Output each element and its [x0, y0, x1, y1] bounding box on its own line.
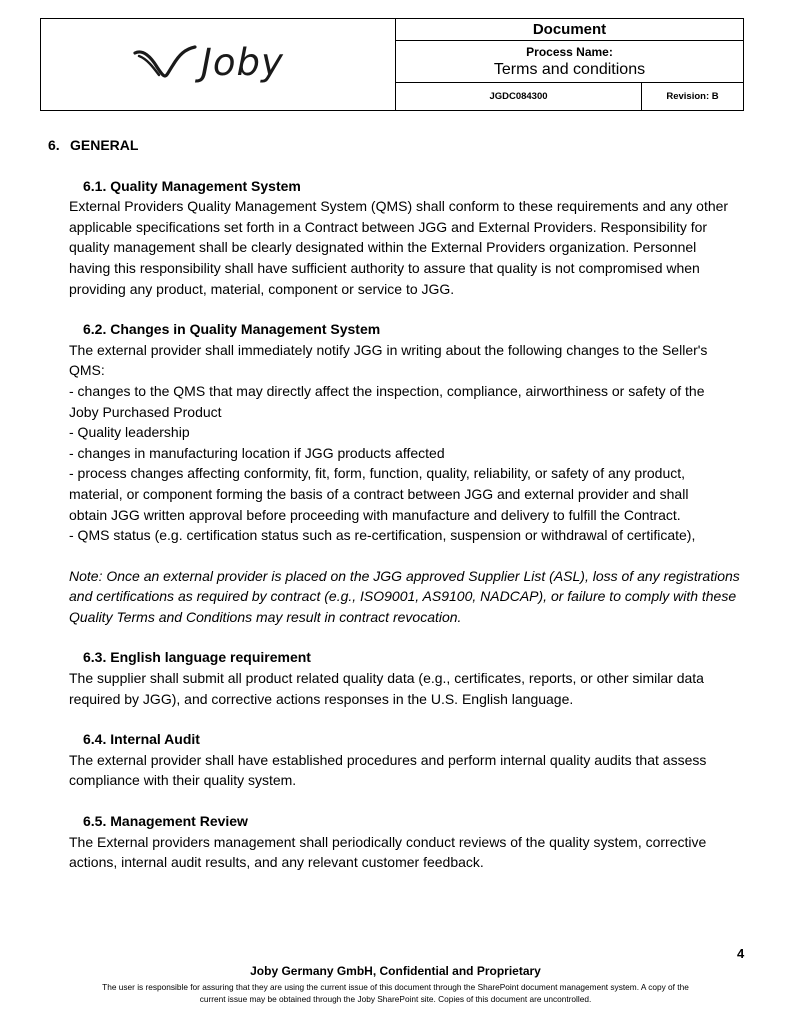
text-line: QMS: [69, 362, 105, 379]
document-header [40, 18, 744, 111]
text-line: The external provider shall have established procedures and perform internal quality audits that assess [69, 751, 707, 768]
doc-id: JGDC084300 [396, 83, 642, 110]
brand-name: Joby [201, 41, 284, 84]
text-line: The External providers management shall periodically conduct reviews of the quality system, corrective [69, 833, 707, 850]
text-line: providing any product, material, component or service to JGG. [69, 280, 455, 297]
text-line: - process changes affecting conformity, fit, form, function, quality, reliability, or safety of any product, [69, 465, 686, 482]
text-line: compliance with their quality system. [69, 772, 297, 789]
footer-company: Joby Germany GmbH, Confidential and Proprietary [250, 964, 541, 978]
subsection-6-2 [69, 319, 748, 627]
joby-wing-icon [133, 43, 197, 83]
paragraph [69, 340, 748, 546]
text-line: - QMS status (e.g. certification status such as re-certification, suspension or withdrawal of certificate), [69, 527, 696, 544]
text-line: - changes in manufacturing location if JGG products affected [69, 444, 445, 461]
section-heading [48, 135, 748, 156]
footer-disclaimer-line: The user is responsible for assuring that they are using the current issue of this document through the SharePoint document management system. A copy of the [102, 982, 689, 992]
text-line: required by JGG), and corrective actions responses in the U.S. English language. [69, 690, 574, 707]
process-name-label: Process Name: [526, 45, 613, 59]
note-line: Quality Terms and Conditions may result in contract revocation. [69, 608, 462, 625]
note-line: Note: Once an external provider is placed on the JGG approved Supplier List (ASL), loss of any registrations [69, 567, 740, 584]
logo-cell [41, 19, 396, 110]
paragraph [69, 668, 748, 709]
section-number: 6. [48, 137, 60, 153]
joby-logo [133, 41, 284, 84]
subsection-6-4 [69, 729, 748, 791]
text-line: - changes to the QMS that may directly affect the inspection, compliance, airworthiness or safety of the [69, 382, 705, 399]
note-paragraph [69, 566, 748, 628]
footer-disclaimer [40, 981, 751, 1005]
subsection-heading: 6.3. English language requirement [83, 649, 311, 666]
text-line: actions, internal audit results, and any relevant customer feedback. [69, 854, 484, 871]
text-line: material, or component forming the basis of a contract between JGG and external provider and shall [69, 485, 689, 502]
subsection-heading: 6.1. Quality Management System [83, 177, 301, 194]
paragraph [69, 832, 748, 873]
subsection-heading: 6.4. Internal Audit [83, 731, 200, 748]
subsection-6-1 [69, 176, 748, 300]
text-line: obtain JGG written approval before proceeding with manufacture and delivery to fulfill the Contract. [69, 506, 681, 523]
process-name: Terms and conditions [493, 61, 646, 78]
page-number: 4 [737, 946, 745, 961]
process-name-cell [396, 41, 743, 83]
paragraph [69, 196, 748, 299]
paragraph [69, 750, 748, 791]
text-line: applicable specifications set forth in a Contract between JGG and External Providers. Responsibility for [69, 218, 708, 235]
text-line: The supplier shall submit all product related quality data (e.g., certificates, reports, or other similar data [69, 670, 704, 687]
text-line: Joby Purchased Product [69, 403, 222, 420]
subsection-heading: 6.5. Management Review [83, 813, 248, 830]
text-line: quality management shall be clearly designated within the External Providers organization. Personnel [69, 239, 697, 256]
subsection-heading: 6.2. Changes in Quality Management System [83, 321, 381, 338]
text-line: having this responsibility shall have sufficient authority to assure that quality is not compromised when [69, 259, 700, 276]
subsection-6-3 [69, 647, 748, 709]
section-title: GENERAL [70, 137, 139, 153]
revision: Revision: B [666, 91, 719, 102]
text-line: The external provider shall immediately notify JGG in writing about the following changes to the Seller's [69, 341, 708, 358]
note-line: and certifications as required by contract (e.g., ISO9001, AS9100, NADCAP), or failure to comply with these [69, 588, 737, 605]
text-line: External Providers Quality Management System (QMS) shall conform to these requirements and any other [69, 198, 729, 215]
subsection-6-5 [69, 811, 748, 873]
text-line: - Quality leadership [69, 424, 190, 441]
doc-type: Document [396, 19, 743, 41]
footer-disclaimer-line: current issue may be obtained through the Joby SharePoint site. Copies of this document are uncontrolled. [199, 994, 592, 1004]
document-body [48, 135, 748, 893]
page-footer [40, 964, 751, 1005]
